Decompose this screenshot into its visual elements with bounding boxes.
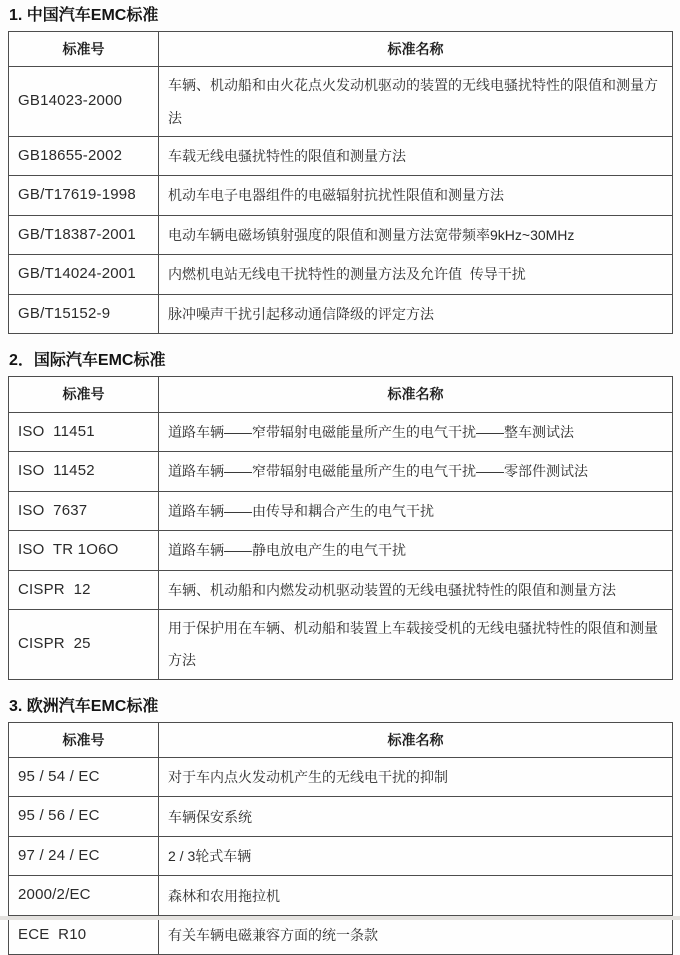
table-row: [9, 797, 673, 837]
section-heading-china-emc: 1. 中国汽车EMC标准: [9, 7, 159, 24]
international-emc-standards-table: [8, 376, 673, 679]
table-row: [9, 452, 673, 492]
standard-name-cell: 2 / 3轮式车辆: [159, 836, 673, 876]
table-row: [9, 757, 673, 797]
column-header-standard-number: 标准号: [9, 377, 159, 412]
standard-number-cell: GB14023-2000: [9, 67, 159, 136]
table-header-row: [9, 377, 673, 412]
standard-number-cell: ISO 7637: [9, 491, 159, 531]
standard-name-cell: 对于车内点火发动机产生的无线电干扰的抑制: [159, 757, 673, 797]
standard-name-cell: 机动车电子电器组件的电磁辐射抗扰性限值和测量方法: [159, 176, 673, 216]
standard-name-cell: 脉冲噪声干扰引起移动通信降级的评定方法: [159, 294, 673, 334]
standard-name-cell: 道路车辆——窄带辐射电磁能量所产生的电气干扰——零部件测试法: [159, 452, 673, 492]
table-row: [9, 215, 673, 255]
table-header-row: [9, 32, 673, 67]
standard-name-cell: 内燃机电站无线电干扰特性的测量方法及允许值 传导干扰: [159, 255, 673, 295]
standard-name-cell: 道路车辆——静电放电产生的电气干扰: [159, 531, 673, 571]
column-header-standard-name: 标准名称: [159, 377, 673, 412]
standard-number-cell: 95 / 54 / EC: [9, 757, 159, 797]
table-row: [9, 255, 673, 295]
standard-number-cell: GB/T15152-9: [9, 294, 159, 334]
standard-name-cell: 道路车辆——由传导和耦合产生的电气干扰: [159, 491, 673, 531]
table-row: [9, 491, 673, 531]
standard-number-cell: 97 / 24 / EC: [9, 836, 159, 876]
standard-name-cell: 森林和农用拖拉机: [159, 876, 673, 916]
table-header-row: [9, 722, 673, 757]
standard-number-cell: GB/T14024-2001: [9, 255, 159, 295]
table-row: [9, 915, 673, 955]
standard-number-cell: GB/T17619-1998: [9, 176, 159, 216]
page-bottom-edge: [0, 916, 680, 920]
table-row: [9, 67, 673, 136]
table-row: [9, 570, 673, 610]
standard-number-cell: GB18655-2002: [9, 136, 159, 176]
standard-name-cell: 车辆、机动船和由火花点火发动机驱动的装置的无线电骚扰特性的限值和测量方法: [159, 67, 673, 136]
column-header-standard-number: 标准号: [9, 32, 159, 67]
european-emc-standards-table: [8, 722, 673, 955]
standard-name-cell: 道路车辆——窄带辐射电磁能量所产生的电气干扰——整车测试法: [159, 412, 673, 452]
standard-number-cell: 2000/2/EC: [9, 876, 159, 916]
standard-number-cell: GB/T18387-2001: [9, 215, 159, 255]
standard-name-cell: 用于保护用在车辆、机动船和装置上车载接受机的无线电骚扰特性的限值和测量方法: [159, 610, 673, 679]
column-header-standard-name: 标准名称: [159, 722, 673, 757]
standard-number-cell: ISO 11451: [9, 412, 159, 452]
standard-name-cell: 有关车辆电磁兼容方面的统一条款: [159, 915, 673, 955]
standard-name-cell: 车辆、机动船和内燃发动机驱动装置的无线电骚扰特性的限值和测量方法: [159, 570, 673, 610]
column-header-standard-name: 标准名称: [159, 32, 673, 67]
standard-name-cell: 车载无线电骚扰特性的限值和测量方法: [159, 136, 673, 176]
section-heading-european-emc: 3. 欧洲汽车EMC标准: [9, 697, 159, 715]
table-row: [9, 531, 673, 571]
table-row: [9, 412, 673, 452]
table-row: [9, 836, 673, 876]
table-row: [9, 294, 673, 334]
standard-number-cell: CISPR 12: [9, 570, 159, 610]
standard-number-cell: ISO TR 1O6O: [9, 531, 159, 571]
section-heading-international-emc: 2．国际汽车EMC标准: [9, 352, 166, 370]
standard-number-cell: ISO 11452: [9, 452, 159, 492]
standard-name-cell: 车辆保安系统: [159, 797, 673, 837]
column-header-standard-number: 标准号: [9, 722, 159, 757]
table-row: [9, 876, 673, 916]
standard-name-cell: 电动车辆电磁场镇射强度的限值和测量方法宽带频率9kHz~30MHz: [159, 215, 673, 255]
table-row: [9, 136, 673, 176]
table-row: [9, 176, 673, 216]
china-emc-standards-table: [8, 31, 673, 334]
standard-number-cell: ECE R10: [9, 915, 159, 955]
standard-number-cell: 95 / 56 / EC: [9, 797, 159, 837]
table-row: [9, 610, 673, 679]
standard-number-cell: CISPR 25: [9, 610, 159, 679]
